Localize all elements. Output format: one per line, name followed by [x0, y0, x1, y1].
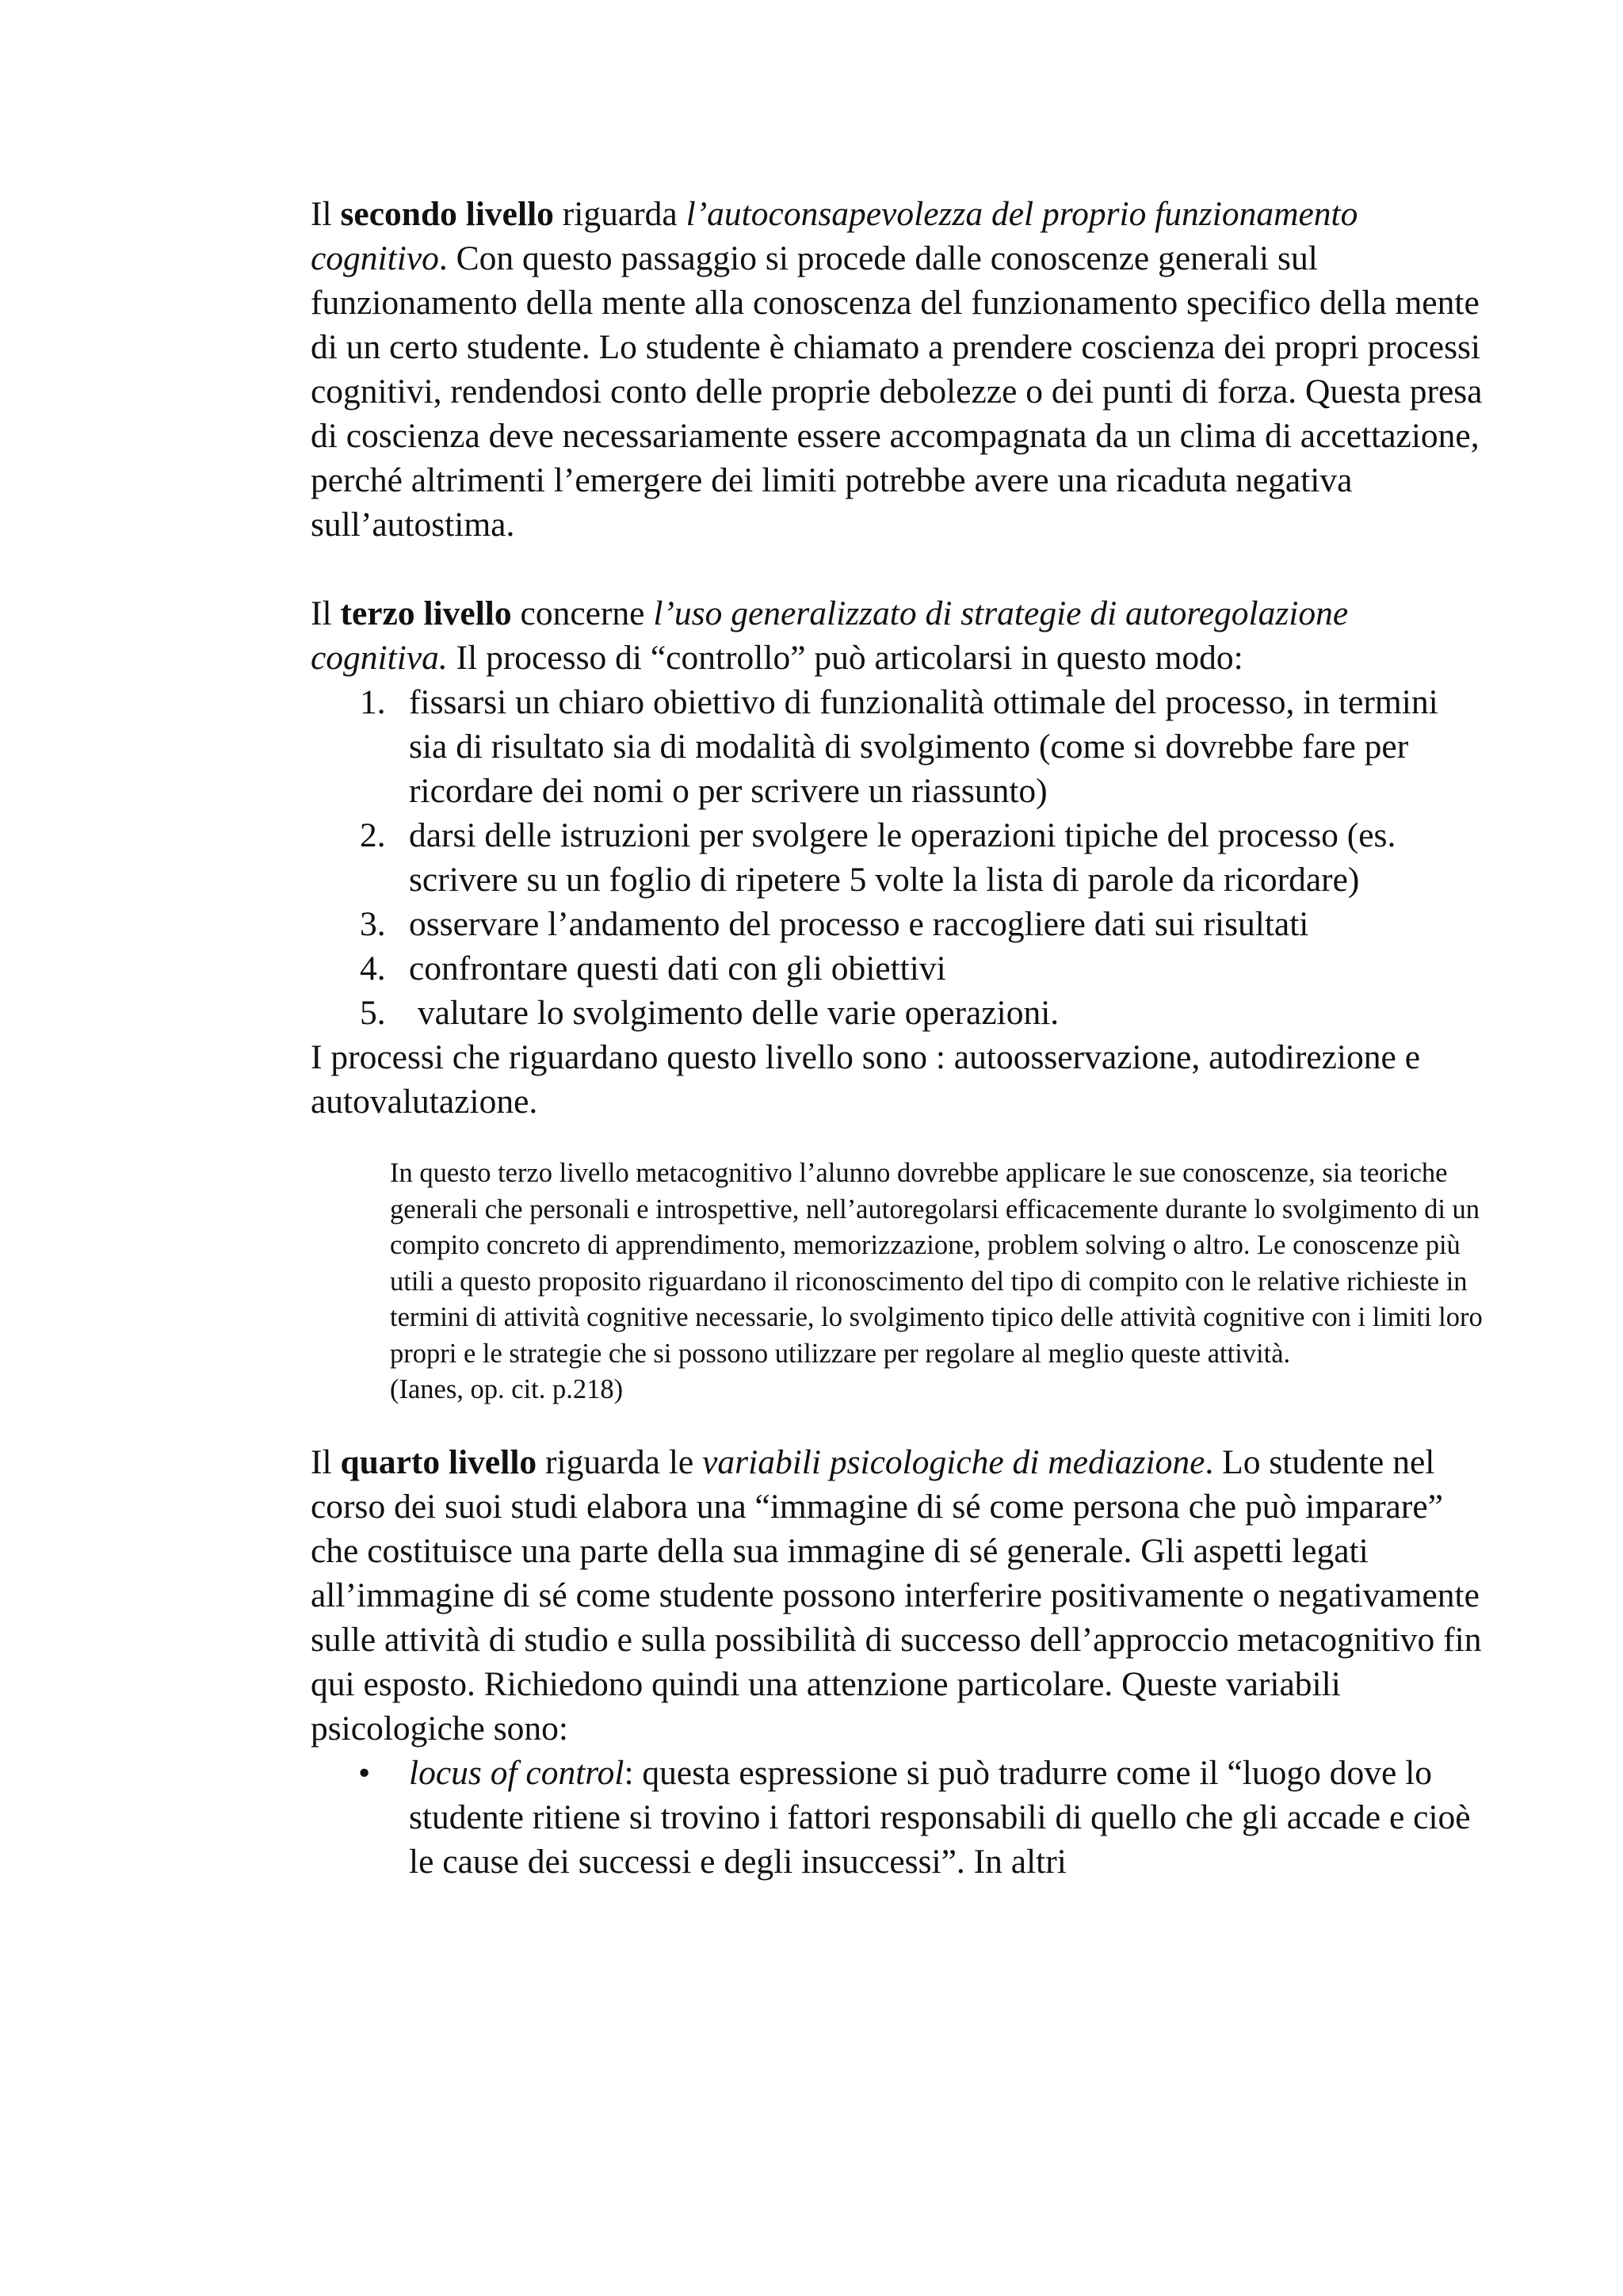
paragraph-third-level: Il terzo livello concerne l’uso generalizzato di strategie di autoregolazione cognitiva. Il processo di “controllo” può articolarsi in questo modo:: [311, 594, 1349, 677]
paragraph-third-level-processes: I processi che riguardano questo livello sono : autoosservazione, autodirezione e autovalutazione.: [311, 1038, 1421, 1121]
quote-citation: (Ianes, op. cit. p.218): [390, 1374, 624, 1404]
list-item: 4. confrontare questi dati con gli obiettivi: [360, 949, 946, 988]
list-item: 1. fissarsi un chiaro obiettivo di funzionalità ottimale del processo, in termini sia di risultato sia di modalità di svolgimento (come si dovrebbe fare per ricordare dei nomi o per scrivere un riassunto): [360, 683, 1438, 810]
list-item: 5. valutare lo svolgimento delle varie operazioni.: [360, 994, 1060, 1032]
control-steps-list: [311, 680, 1484, 1035]
italic-phrase: l’uso generalizzato di strategie di autoregolazione cognitiva.: [311, 594, 1349, 677]
paragraph-second-level: Il secondo livello riguarda l’autoconsapevolezza del proprio funzionamento cognitivo. Con questo passaggio si procede dalle conoscenze generali sul funzionamento della mente alla conoscenza del funzionamento specifico della mente di un certo studente. Lo studente è chiamato a prendere coscienza dei propri processi cognitivi, rendendosi conto delle proprie debolezze o dei punti di forza. Questa presa di coscienza deve necessariamente essere accompagnata da un clima di accettazione, perché altrimenti l’emergere dei limiti potrebbe avere una ricaduta negativa sull’autostima.: [311, 195, 1483, 544]
document-page: [311, 192, 1484, 1884]
paragraph-fourth-level: Il quarto livello riguarda le variabili psicologiche di mediazione. Lo studente nel corso dei suoi studi elabora una “immagine di sé come persona che può imparare” che costituisce una parte della sua immagine di sé generale. Gli aspetti legati all’immagine di sé come studente possono interferire positivamente o negativamente sulle attività di studio e sulla possibilità di successo dell’approccio metacognitivo fin qui esposto. Richiedono quindi una attenzione particolare. Queste variabili psicologiche sono:: [311, 1442, 1482, 1748]
list-item: 2. darsi delle istruzioni per svolgere le operazioni tipiche del processo (es. scrivere su un foglio di ripetere 5 volte la lista di parole da ricordare): [360, 816, 1396, 899]
psychological-variables-list: [311, 1751, 1484, 1884]
italic-phrase: variabili psicologiche di mediazione: [702, 1442, 1205, 1481]
list-item: 3. osservare l’andamento del processo e raccogliere dati sui risultati: [360, 905, 1309, 943]
term-third-level: terzo livello: [340, 594, 512, 632]
quote-text: In questo terzo livello metacognitivo l’alunno dovrebbe applicare le sue conoscenze, sia teoriche generali che personali e introspettive, nell’autoregolarsi efficacemente durante lo svolgimento di un compito concreto di apprendimento, memorizzazione, problem solving o altro. Le conoscenze più utili a questo proposito riguardano il riconoscimento del tipo di compito con le relative richieste in termini di attività cognitive necessarie, lo svolgimento tipico delle attività cognitive con i limiti loro propri e le strategie che si possono utilizzare per regolare al meglio queste attività.: [390, 1158, 1483, 1369]
block-quote: [390, 1156, 1499, 1408]
term-fourth-level: quarto livello: [340, 1442, 537, 1481]
term-second-level: secondo livello: [340, 195, 554, 233]
list-item: • locus of control: questa espressione si può tradurre come il “luogo dove lo studente ritiene si trovino i fattori responsabili di quello che gli accade e cioè le cause dei successi e degli insuccessi”. In altri: [311, 1751, 1484, 1884]
term-locus-of-control: locus of control: [409, 1753, 624, 1792]
bullet-icon: •: [358, 1753, 371, 1792]
italic-phrase: l’autoconsapevolezza del proprio funzionamento cognitivo: [311, 195, 1358, 277]
